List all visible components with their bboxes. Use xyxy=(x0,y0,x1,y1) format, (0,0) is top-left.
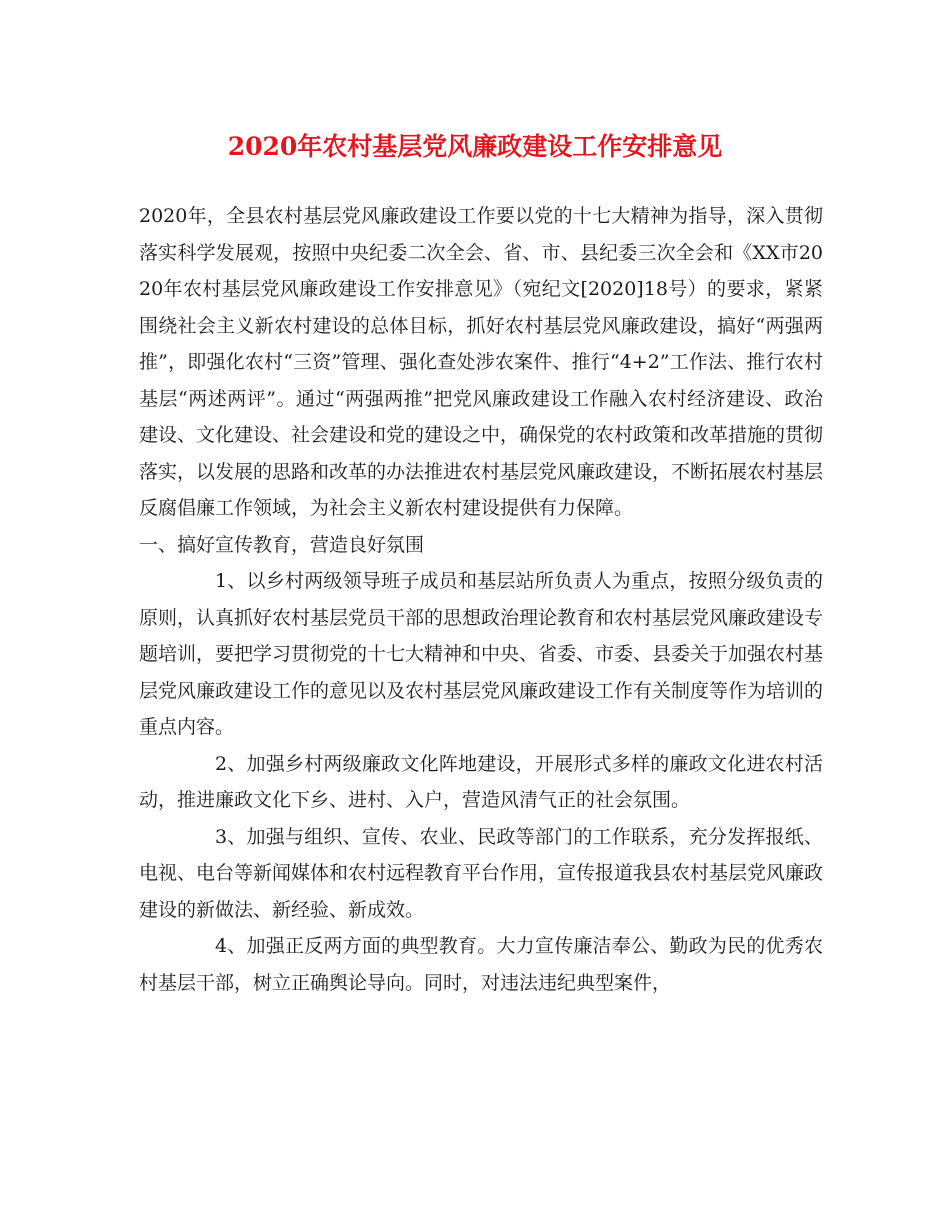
document-body xyxy=(139,198,823,1001)
list-item: 1、以乡村两级领导班子成员和基层站所负责人为重点，按照分级负责的原则，认真抓好农村基层党员干部的思想政治理论教育和农村基层党风廉政建设专题培训，要把学习贯彻党的十七大精神和中央、省委、市委、县委关于加强农村基层党风廉政建设工作的意见以及农村基层党风廉政建设工作有关制度等作为培训的重点内容。 xyxy=(139,570,824,738)
list-item: 2、加强乡村两级廉政文化阵地建设，开展形式多样的廉政文化进农村活动，推进廉政文化下乡、进村、入户，营造风清气正的社会氛围。 xyxy=(139,752,823,811)
list-item: 4、加强正反两方面的典型教育。大力宣传廉洁奉公、勤政为民的优秀农村基层干部，树立正确舆论导向。同时，对违法违纪典型案件， xyxy=(139,935,823,994)
intro-paragraph: 2020年，全县农村基层党风廉政建设工作要以党的十七大精神为指导，深入贯彻落实科学发展观，按照中央纪委二次全会、省、市、县纪委三次全会和《XX市2020年农村基层党风廉政建设工作安排意见》（宛纪文[2020]18号）的要求，紧紧围绕社会主义新农村建设的总体目标，抓好农村基层党风廉政建设，搞好“两强两推”，即强化农村“三资”管理、强化查处涉农案件、推行“4+2”工作法、推行农村基层“两述两评”。通过“两强两推”把党风廉政建设工作融入农村经济建设、政治建设、文化建设、社会建设和党的建设之中，确保党的农村政策和改革措施的贯彻落实，以发展的思路和改革的办法推进农村基层党风廉政建设，不断拓展农村基层反腐倡廉工作领域，为社会主义新农村建设提供有力保障。 xyxy=(139,205,824,519)
section-heading: 一、搞好宣传教育，营造良好氛围 xyxy=(139,533,425,556)
document-title: 2020年农村基层党风廉政建设工作安排意见 xyxy=(227,132,723,161)
list-item: 3、加强与组织、宣传、农业、民政等部门的工作联系，充分发挥报纸、电视、电台等新闻媒体和农村远程教育平台作用，宣传报道我县农村基层党风廉政建设的新做法、新经验、新成效。 xyxy=(139,825,824,921)
